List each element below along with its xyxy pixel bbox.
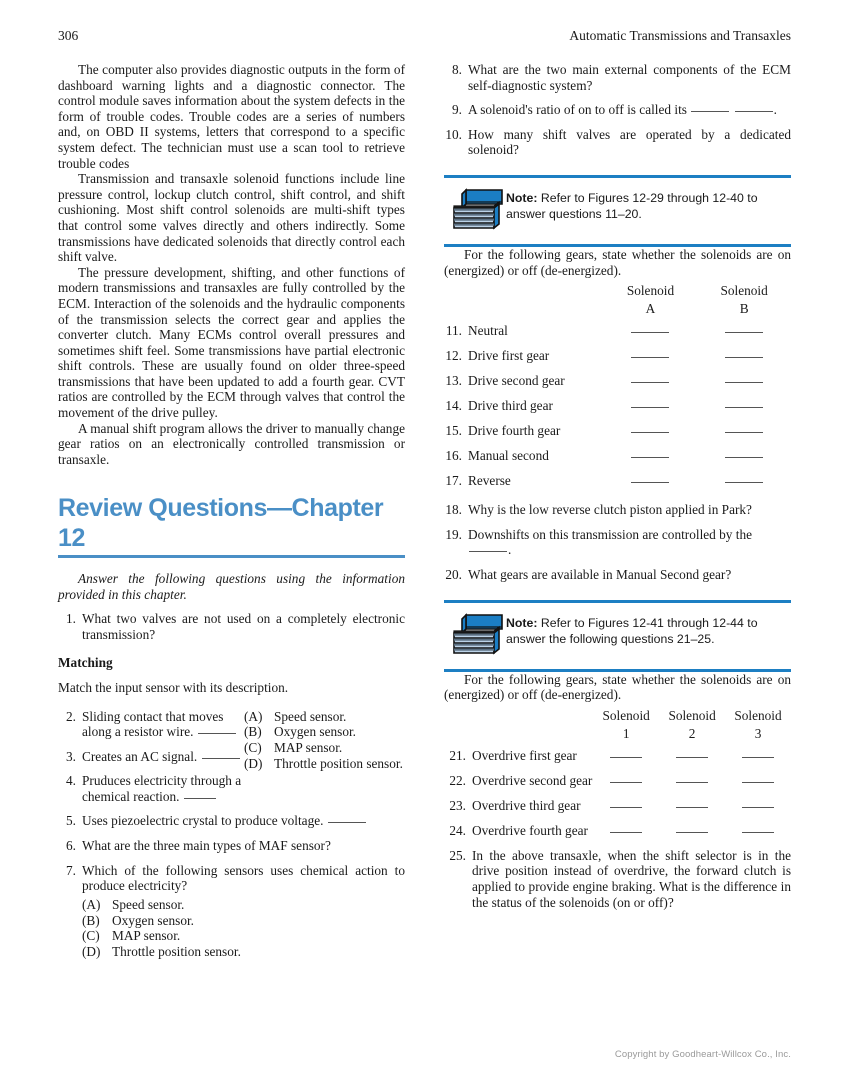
choice-item: [244, 740, 405, 756]
answer-cell: [604, 368, 698, 393]
question-item: [444, 848, 791, 910]
matching-item: [58, 709, 244, 740]
row-number: 21.: [449, 747, 466, 763]
answer-blank[interactable]: [725, 482, 763, 483]
table-row: [444, 793, 791, 818]
row-label: [444, 368, 604, 393]
answer-cell: [725, 818, 791, 843]
row-number: 14.: [445, 398, 462, 414]
question-number: 3.: [66, 748, 76, 764]
question-number: 6.: [66, 838, 76, 854]
column-subheader: 3: [754, 725, 762, 741]
matching-item-text: Sliding contact that moves along a resistor wire.: [82, 708, 224, 740]
row-label: [444, 768, 593, 793]
question-text: [468, 102, 791, 118]
question-text: What gears are available in Manual Second gear?: [468, 566, 732, 582]
choice-letter: (C): [82, 928, 100, 944]
note-label: Note:: [506, 190, 538, 205]
column-header: Solenoid: [734, 707, 782, 723]
answer-blank[interactable]: [631, 482, 669, 483]
answer-cell: [593, 743, 659, 768]
row-number: 24.: [449, 822, 466, 838]
copyright-notice: Copyright by Goodheart-Willcox Co., Inc.: [614, 1049, 791, 1060]
answer-cell: [697, 418, 791, 443]
answer-cell: [604, 318, 698, 343]
body-paragraph: The pressure development, shifting, and other functions of modern transmissions and transaxles are fully controlled by the ECM. Interaction of the solenoids and the hydraulic components of the transmission selects the correct gear and applies the converter clutch. Many ECMs control overall pressures and sometimes shift feel. Some transmissions have partial electronic shift controls. These are usually found on older three-speed transmissions that have been updated to add a fourth gear. CVT ratios are controlled by the ECM through valves that control the movement of the drive pulley.: [58, 264, 405, 421]
row-number: 15.: [445, 423, 462, 439]
row-label: [444, 818, 593, 843]
table-header-row-2: [444, 724, 791, 743]
choice-item: [82, 913, 405, 929]
solenoid-table-intro: For the following gears, state whether the solenoids are on (energized) or off (de-energized).: [444, 246, 791, 278]
answer-blank[interactable]: [631, 457, 669, 458]
answer-blank[interactable]: [725, 382, 763, 383]
row-label: [444, 393, 604, 418]
row-text: Drive second gear: [468, 373, 565, 389]
matching-choices: [244, 700, 405, 805]
answer-blank[interactable]: [676, 807, 708, 808]
question-text: [468, 527, 791, 558]
choice-text: MAP sensor.: [274, 740, 343, 756]
question-item: [58, 611, 405, 642]
note-text: [506, 187, 791, 223]
answer-cell: [659, 793, 725, 818]
table-row: [444, 468, 791, 493]
row-label: [444, 743, 593, 768]
answer-cell: [659, 768, 725, 793]
column-header: Solenoid: [626, 283, 675, 299]
answer-blank[interactable]: [725, 332, 763, 333]
row-text: Drive third gear: [468, 398, 553, 414]
matching-instructions: Match the input sensor with its description.: [58, 679, 289, 695]
table-row: [444, 418, 791, 443]
choice-item: [82, 897, 405, 913]
answer-cell: [593, 768, 659, 793]
row-number: 13.: [445, 373, 462, 389]
row-label: [444, 443, 604, 468]
instructions-text: Answer the following questions using the information provided in this chapter.: [58, 570, 405, 602]
row-text: Reverse: [468, 473, 511, 489]
body-paragraph: A manual shift program allows the driver to manually change gear ratios on an electronically controlled transmission or transaxle.: [58, 420, 405, 467]
question-number: 18.: [445, 502, 462, 518]
table-header: [444, 282, 791, 318]
table-row: [444, 368, 791, 393]
note-body: Refer to Figures 12-41 through 12-44 to answer the following questions 21–25.: [506, 615, 758, 647]
answer-blank[interactable]: [742, 782, 774, 783]
note-box: [444, 175, 791, 247]
question-number: 10.: [445, 126, 462, 142]
answer-cell: [659, 818, 725, 843]
question-body: Downshifts on this transmission are controlled by the: [468, 526, 753, 542]
choice-item: [82, 928, 405, 944]
question-text: Which of the following sensors uses chemical action to produce electricity?: [82, 862, 405, 894]
question-item: [444, 62, 791, 93]
body-paragraph: Transmission and transaxle solenoid functions include line pressure control, lockup clutch control, shift control, and shift cushioning. Most shift control solenoids are multi-shift types that control some valves directly and others indirectly. Some transmissions have dedicated solenoids that directly control each shift valve.: [58, 171, 405, 265]
answer-blank[interactable]: [676, 757, 708, 758]
choice-letter: (C): [244, 740, 262, 756]
question-number: 2.: [66, 708, 76, 724]
table-row: [444, 343, 791, 368]
note-label: Note:: [506, 615, 538, 630]
answer-blank[interactable]: [184, 798, 216, 799]
column-header: Solenoid: [668, 707, 716, 723]
answer-cell: [604, 468, 698, 493]
question-text: [82, 749, 244, 765]
row-label: [444, 468, 604, 493]
question-item: [444, 127, 791, 158]
question-list: [58, 611, 405, 642]
answer-cell: [697, 393, 791, 418]
matching-items: [58, 700, 244, 805]
question-text: What two valves are not used on a completely electronic transmission?: [82, 611, 405, 642]
choice-text: Throttle position sensor.: [112, 944, 241, 960]
answer-blank[interactable]: [610, 782, 642, 783]
question-item: [444, 567, 791, 583]
answer-cell: [697, 468, 791, 493]
question-number: 4.: [66, 773, 76, 789]
note-text: [506, 612, 791, 648]
answer-blank[interactable]: [676, 782, 708, 783]
row-number: 16.: [445, 448, 462, 464]
question-text: [82, 773, 244, 804]
table-row: [444, 318, 791, 343]
book-title: Automatic Transmissions and Transaxles: [569, 28, 791, 43]
section-heading: Review Questions—Chapter 12: [58, 494, 384, 553]
row-text: Neutral: [468, 323, 508, 339]
page-body: [58, 62, 791, 960]
table-row: [444, 443, 791, 468]
answer-blank[interactable]: [328, 822, 366, 823]
row-number: 17.: [445, 473, 462, 489]
question-number: 5.: [66, 813, 76, 829]
row-text: Drive first gear: [468, 348, 550, 364]
left-column: [58, 62, 405, 960]
note-body: Refer to Figures 12-29 through 12-40 to answer questions 11–20.: [506, 190, 758, 222]
answer-cell: [604, 393, 698, 418]
question-body: A solenoid's ratio of on to off is called its: [468, 102, 687, 118]
question-text: How many shift valves are operated by a dedicated solenoid?: [468, 126, 791, 158]
row-number: 11.: [445, 323, 462, 339]
page-number: 306: [58, 28, 79, 43]
answer-blank[interactable]: [631, 407, 669, 408]
answer-blank[interactable]: [742, 807, 774, 808]
answer-cell: [604, 343, 698, 368]
answer-blank[interactable]: [725, 432, 763, 433]
question-item: [58, 838, 405, 854]
table-header-row-2: [444, 299, 791, 318]
answer-blank[interactable]: [610, 807, 642, 808]
question-number: 25.: [449, 847, 466, 863]
table-row: [444, 818, 791, 843]
choice-text: Throttle position sensor.: [274, 755, 403, 771]
body-paragraph: The computer also provides diagnostic outputs in the form of dashboard warning lights and a diagnostic connector. The control module saves information about the system defects in the form of trouble codes. Trouble codes are a series of numbers and, on OBD II systems, letters that correspond to a specific system defect. The technician must use a scan tool to retrieve trouble codes: [58, 62, 405, 171]
running-head: [58, 28, 791, 48]
answer-blank[interactable]: [469, 551, 507, 552]
row-text: Overdrive fourth gear: [472, 822, 588, 838]
toolbox-icon: [444, 612, 506, 660]
answer-cell: [697, 343, 791, 368]
choice-text: Speed sensor.: [112, 896, 185, 912]
column-subheader: 1: [622, 725, 630, 741]
answer-blank[interactable]: [631, 357, 669, 358]
question-number: 9.: [452, 102, 462, 118]
answer-cell: [604, 443, 698, 468]
table-row: [444, 393, 791, 418]
answer-blank[interactable]: [631, 382, 669, 383]
column-subheader: 2: [688, 725, 696, 741]
question-text: Why is the low reverse clutch piston applied in Park?: [468, 502, 752, 518]
question-text: In the above transaxle, when the shift selector is in the drive position instead of overdrive, the forward clutch is applied to provide engine braking. What is the difference in the status of the solenoids (on or off)?: [472, 847, 791, 910]
row-label: [444, 343, 604, 368]
question-tail: .: [773, 102, 777, 118]
answer-blank[interactable]: [742, 832, 774, 833]
question-item: [444, 527, 791, 558]
question-text: [82, 709, 244, 740]
row-label: [444, 793, 593, 818]
question-item: [58, 813, 405, 829]
question-item: [58, 863, 405, 894]
question-tail: .: [508, 542, 512, 558]
column-header: Solenoid: [720, 283, 768, 299]
answer-blank[interactable]: [631, 432, 669, 433]
choice-letter: (D): [244, 755, 263, 771]
answer-cell: [659, 743, 725, 768]
choice-text: Speed sensor.: [274, 708, 347, 724]
column-header: Solenoid: [602, 707, 650, 723]
answer-blank[interactable]: [676, 832, 708, 833]
matching-block: [58, 700, 405, 805]
matching-heading: Matching: [58, 655, 113, 671]
question-item: [444, 502, 791, 518]
choice-letter: (D): [82, 944, 101, 960]
question-7-choices: [58, 897, 405, 960]
row-label: [444, 418, 604, 443]
row-text: Overdrive third gear: [472, 797, 581, 813]
row-number: 23.: [449, 797, 466, 813]
column-subheader: A: [645, 301, 656, 317]
question-number: 1.: [66, 611, 76, 627]
solenoid-table-1: [444, 282, 791, 493]
matching-item: [58, 749, 244, 765]
answer-cell: [593, 818, 659, 843]
matching-item-text: Creates an AC signal.: [82, 748, 198, 764]
row-label: [444, 318, 604, 343]
question-item: [444, 102, 791, 118]
answer-blank[interactable]: [198, 733, 236, 734]
answer-cell: [725, 743, 791, 768]
answer-cell: [697, 318, 791, 343]
right-column: [444, 62, 791, 960]
question-text: What are the three main types of MAF sensor?: [82, 838, 331, 854]
choice-item: [244, 756, 405, 772]
row-text: Manual second: [468, 448, 549, 464]
answer-blank[interactable]: [610, 757, 642, 758]
choice-item: [82, 944, 405, 960]
choice-text: Oxygen sensor.: [274, 724, 356, 740]
answer-cell: [593, 793, 659, 818]
table-header-row: [444, 282, 791, 299]
row-number: 12.: [445, 348, 462, 364]
table-body: [444, 743, 791, 843]
answer-blank[interactable]: [631, 332, 669, 333]
note-box: [444, 600, 791, 672]
row-text: Overdrive first gear: [472, 747, 577, 763]
row-number: 22.: [449, 772, 466, 788]
table-header: [444, 707, 791, 743]
table-row: [444, 768, 791, 793]
answer-blank[interactable]: [725, 407, 763, 408]
answer-cell: [604, 418, 698, 443]
solenoid-table-intro: For the following gears, state whether the solenoids are on (energized) or off (de-energized).: [444, 671, 791, 703]
answer-blank[interactable]: [735, 111, 773, 112]
answer-blank[interactable]: [742, 757, 774, 758]
choice-item: [244, 709, 405, 725]
answer-blank[interactable]: [725, 457, 763, 458]
answer-cell: [697, 368, 791, 393]
choice-letter: (A): [244, 708, 263, 724]
solenoid-table-2: [444, 707, 791, 843]
row-text: Overdrive second gear: [472, 772, 593, 788]
question-number: 19.: [445, 526, 462, 542]
answer-blank[interactable]: [610, 832, 642, 833]
answer-blank[interactable]: [691, 111, 729, 112]
question-number: 7.: [66, 862, 76, 878]
matching-item-text: Pruduces electricity through a chemical reaction.: [82, 773, 242, 804]
choice-letter: (B): [82, 912, 100, 928]
choice-text: Oxygen sensor.: [112, 912, 194, 928]
answer-blank[interactable]: [202, 758, 240, 759]
answer-blank[interactable]: [725, 357, 763, 358]
toolbox-icon: [444, 187, 506, 235]
table-row: [444, 743, 791, 768]
table-body: [444, 318, 791, 493]
answer-cell: [697, 443, 791, 468]
answer-cell: [725, 793, 791, 818]
answer-cell: [725, 768, 791, 793]
row-text: Drive fourth gear: [468, 423, 561, 439]
question-number: 20.: [445, 566, 462, 582]
question-body: Uses piezoelectric crystal to produce voltage.: [82, 813, 324, 829]
choice-text: MAP sensor.: [112, 928, 181, 944]
choice-letter: (B): [244, 724, 262, 740]
column-subheader: B: [739, 301, 749, 317]
matching-item: [58, 773, 244, 804]
question-text: What are the two main external components of the ECM self-diagnostic system?: [468, 62, 791, 93]
table-header-row: [444, 707, 791, 724]
choice-item: [244, 724, 405, 740]
question-text: [82, 813, 405, 829]
choice-letter: (A): [82, 896, 101, 912]
question-number: 8.: [452, 62, 462, 77]
